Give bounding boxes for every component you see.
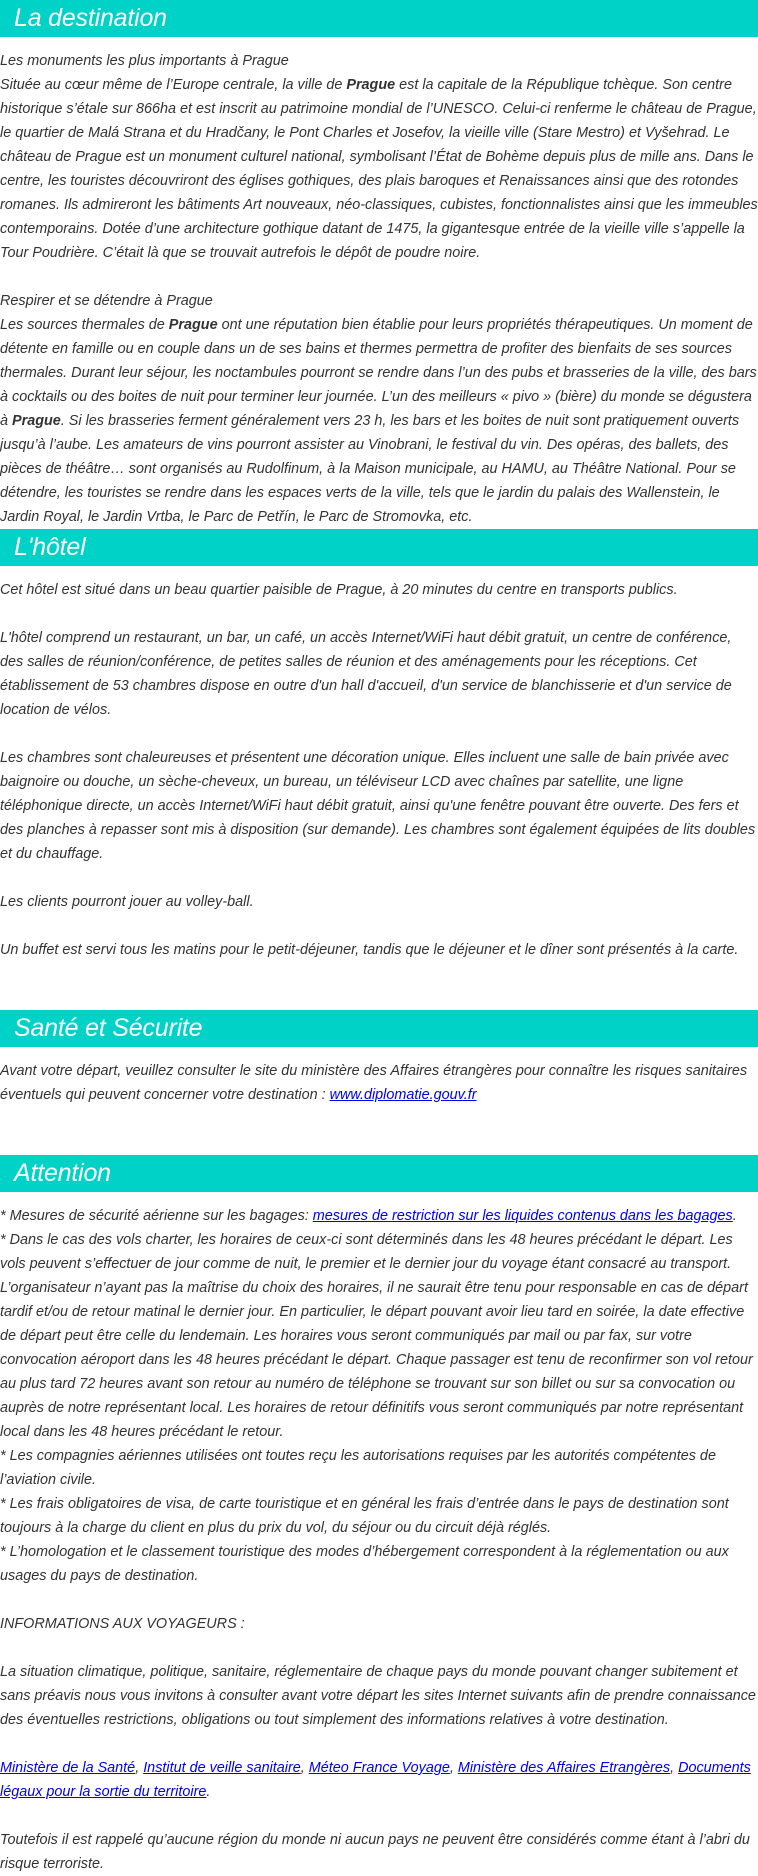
link-ministere-sante[interactable]: Ministère de la Santé <box>0 1760 136 1776</box>
hotel-paragraph-5: Un buffet est servi tous les matins pour le petit-déjeuner, tandis que le déjeuner et le dîner sont présentés à la carte. <box>0 942 739 958</box>
bagages-restriction-link[interactable]: mesures de restriction sur les liquides contenus dans les bagages <box>312 1208 733 1224</box>
links-end: . <box>206 1784 211 1800</box>
monuments-heading: Les monuments les plus importants à Prague <box>0 53 289 69</box>
section-header-attention: Attention <box>0 1155 758 1192</box>
attention-item-frais: * Les frais obligatoires de visa, de carte touristique et en général les frais d’entrée dans le pays de destination sont toujours à la charge du client en plus du prix du vol, du séjour ou du circuit déjà réglés. <box>0 1496 729 1536</box>
hotel-paragraph-3: Les chambres sont chaleureuses et présentent une décoration unique. Elles incluent une salle de bain privée avec baignoire ou douche, un sèche-cheveux, un bureau, un téléviseur LCD avec chaînes par satellite, une ligne téléphonique directe, un accès Internet/WiFi haut débit gratuit, ainsi qu'une fenêtre pouvant être ouverte. Des fers et des planches à repasser sont mis à disposition (sur demande). Les chambres sont également équipées de lits doubles et du chauffage. <box>0 750 756 862</box>
monuments-bold-prague: Prague <box>346 77 396 93</box>
bagages-end: . <box>732 1208 737 1224</box>
sante-text: Avant votre départ, veuillez consulter le site du ministère des Affaires étrangères pour connaître les risques sanitaires éventuels qui peuvent concerner votre destination : <box>0 1063 748 1103</box>
link-meteo-france[interactable]: Méteo France Voyage <box>308 1760 450 1776</box>
respirer-text-a: Les sources thermales de <box>0 317 169 333</box>
attention-item-homologation: * L’homologation et le classement touristique des modes d’hébergement correspondent à la réglementation ou aux usages du pays de destination. <box>0 1544 729 1584</box>
link-separator: , <box>135 1760 144 1776</box>
monuments-paragraph <box>0 73 758 265</box>
link-separator: , <box>449 1760 458 1776</box>
info-voyageurs-heading: INFORMATIONS AUX VOYAGEURS : <box>0 1616 245 1632</box>
sante-paragraph <box>0 1059 758 1107</box>
link-affaires-etrangeres[interactable]: Ministère des Affaires Etrangères <box>457 1760 671 1776</box>
hotel-content <box>0 566 758 1010</box>
hotel-paragraph-4: Les clients pourront jouer au volley-ball. <box>0 894 254 910</box>
diplomatie-link[interactable]: www.diplomatie.gouv.fr <box>329 1087 477 1103</box>
bagages-text: * Mesures de sécurité aérienne sur les bagages: <box>0 1208 313 1224</box>
monuments-text-b: est la capitale de la République tchèque. Son centre historique s’étale sur 866ha et est inscrit au patrimoine mondial de l’UNESCO. Celui-ci renferme le château de Prague, le quartier de Malá Strana et du Hradčany, le Pont Charles et Josefov, la vieille ville (Stare Mestro) et Vyšehrad. Le château de Prague est un monument culturel national, symbolisant l’État de Bohème depuis plus de mille ans. Dans le centre, les touristes découvriront des églises gothiques, des plais baroques et Renaissances ainsi que des rotondes romanes. Ils admireront les bâtiments Art nouveaux, néo-classiques, cubistes, fonctionnalistes ainsi que les immeubles contemporains. Dotée d’une architecture gothique datant de 1475, la gigantesque entrée de la vieille ville s’appelle la Tour Poudrière. C’était là que se trouvait autrefois le dépôt de poudre noire. <box>0 77 758 261</box>
attention-item-charter: * Dans le cas des vols charter, les horaires de ceux-ci sont déterminés dans les 48 heures précédant le départ. Les vols peuvent s’effectuer de jour comme de nuit, le premier et le dernier jour du voyage étant consacré au transport. L’organisateur n’ayant pas la maîtrise du choix des horaires, il ne saurait être tenu pour responsable en cas de départ tardif et/ou de retour matinal le dernier jour. En particulier, le départ pouvant avoir lieu tard en soirée, la date effective de départ peut être celle du lendemain. Les horaires vous seront communiqués par mail ou par fax, sur votre convocation aéroport dans les 48 heures précédant le départ. Chaque passager est tenu de reconfirmer son vol retour au plus tard 72 heures avant son retour au numéro de téléphone se trouvant sur son billet ou sur sa convocation ou auprès de notre représentant local. Les horaires de retour définitifs vous seront communiqués par notre représentant local dans les 48 heures précédant le retour. <box>0 1232 753 1440</box>
respirer-text-c: . Si les brasseries ferment généralement vers 23 h, les bars et les boites de nuit sont pratiquement ouverts jusqu’à l’aube. Les amateurs de vins pourront assister au Vinobrani, le festival du vin. Des opéras, des ballets, des pièces de théâtre… sont organisés au Rudolfinum, à la Maison municipale, au HAMU, au Théâtre National. Pour se détendre, les touristes se rendre dans les espaces verts de la ville, tels que le jardin du palais des Wallenstein, le Jardin Royal, le Jardin Vrtba, le Parc de Petřín, le Parc de Stromovka, etc. <box>0 413 740 525</box>
hotel-paragraph-2: L'hôtel comprend un restaurant, un bar, un café, un accès Internet/WiFi haut débit gratuit, un centre de conférence, des salles de réunion/conférence, de petites salles de réunion et des aménagements pour les réceptions. Cet établissement de 53 chambres dispose en outre d'un hall d'accueil, d'un service de blanchisserie et d'un service de location de vélos. <box>0 630 732 718</box>
sante-content <box>0 1047 758 1155</box>
link-separator: , <box>670 1760 679 1776</box>
monuments-text-a: Située au cœur même de l’Europe centrale, la ville de <box>0 77 347 93</box>
link-documents-legaux[interactable]: Documents légaux pour la sortie du territoire <box>0 1760 751 1800</box>
link-institut-veille[interactable]: Institut de veille sanitaire <box>143 1760 301 1776</box>
respirer-heading: Respirer et se détendre à Prague <box>0 293 213 309</box>
respirer-text-b: ont une réputation bien établie pour leurs propriétés thérapeutiques. Un moment de détente en famille ou en couple dans un de ses bains et thermes permettra de profiter des bienfaits de ses sources thermales. Durant leur séjour, les noctambules pourront se rendre dans l’un des pubs et brasseries de la ville, des bars à cocktails ou des boites de nuit pour terminer leur journée. L’un des meilleurs « pivo » (bière) du monde se dégustera à <box>0 317 757 429</box>
respirer-bold-prague-2: Prague <box>12 413 61 429</box>
attention-item-compagnies: * Les compagnies aériennes utilisées ont toutes reçu les autorisations requises par les autorités compétentes de l’aviation civile. <box>0 1448 716 1488</box>
destination-content <box>0 37 758 529</box>
respirer-paragraph <box>0 313 758 529</box>
section-header-destination: La destination <box>0 0 758 37</box>
hotel-paragraph-1: Cet hôtel est situé dans un beau quartier paisible de Prague, à 20 minutes du centre en transports publics. <box>0 582 678 598</box>
respirer-bold-prague-1: Prague <box>168 317 218 333</box>
terrorisme-paragraph: Toutefois il est rappelé qu’aucune région du monde ni aucun pays ne peuvent être considérés comme étant à l’abri du risque terroriste. <box>0 1832 750 1872</box>
section-header-sante: Santé et Sécurite <box>0 1010 758 1047</box>
link-separator: , <box>300 1760 309 1776</box>
attention-content <box>0 1192 758 1876</box>
attention-item-bagages <box>0 1204 758 1228</box>
section-header-hotel: L'hôtel <box>0 529 758 566</box>
info-links <box>0 1756 758 1804</box>
info-voyageurs-paragraph: La situation climatique, politique, sanitaire, réglementaire de chaque pays du monde pouvant changer subitement et sans préavis nous vous invitons à consulter avant votre départ les sites Internet suivants afin de prendre connaissance des éventuelles restrictions, obligations ou tout simplement des informations relatives à votre destination. <box>0 1664 756 1728</box>
